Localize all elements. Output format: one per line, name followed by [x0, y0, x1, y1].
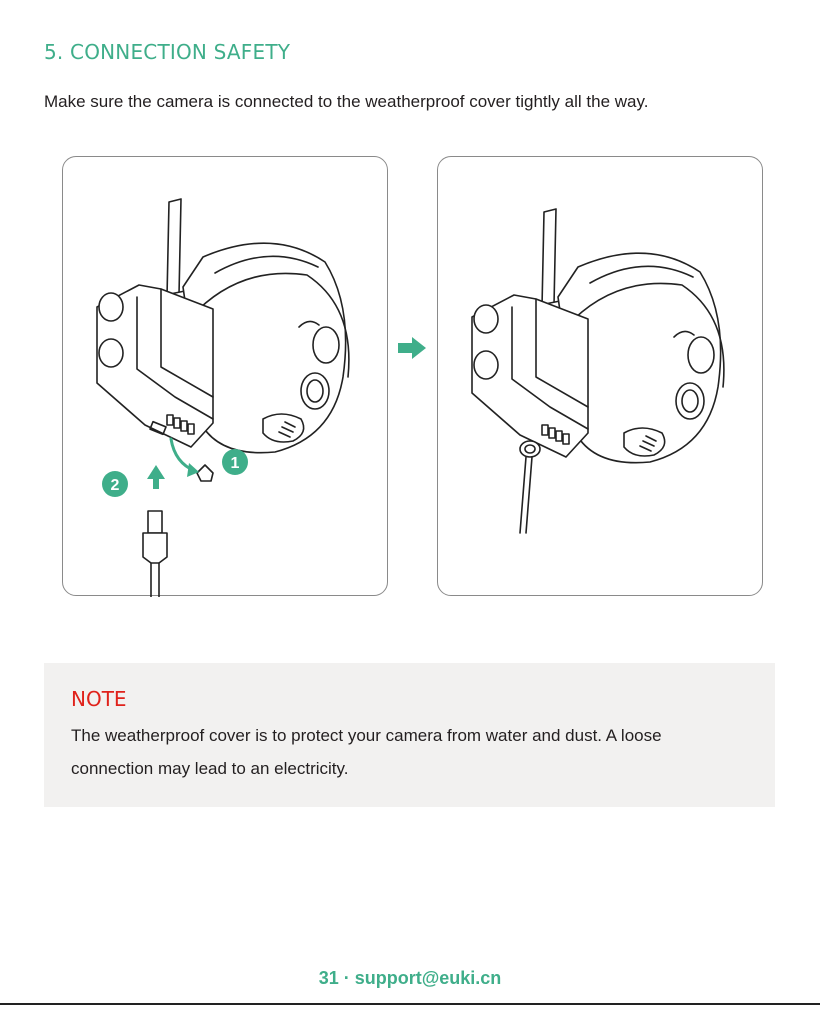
note-box — [44, 663, 775, 807]
note-title: NOTE — [71, 687, 127, 711]
camera-before-drawing — [63, 157, 389, 597]
right-arrow-icon — [396, 335, 428, 361]
step-2-label: 2 — [110, 477, 120, 494]
illustration-before — [62, 156, 388, 596]
step-1-label: 1 — [230, 455, 240, 472]
note-text: The weatherproof cover is to protect your camera from water and dust. A loose connection may lead to an electricity. — [71, 726, 662, 778]
camera-after-drawing — [438, 157, 764, 597]
section-title: 5. CONNECTION SAFETY — [44, 40, 291, 64]
page-footer: 31 · support@euki.cn — [318, 968, 502, 988]
illustration-after — [437, 156, 763, 596]
intro-text: Make sure the camera is connected to the weatherproof cover tightly all the way. — [44, 92, 649, 111]
bottom-divider — [0, 1003, 820, 1005]
